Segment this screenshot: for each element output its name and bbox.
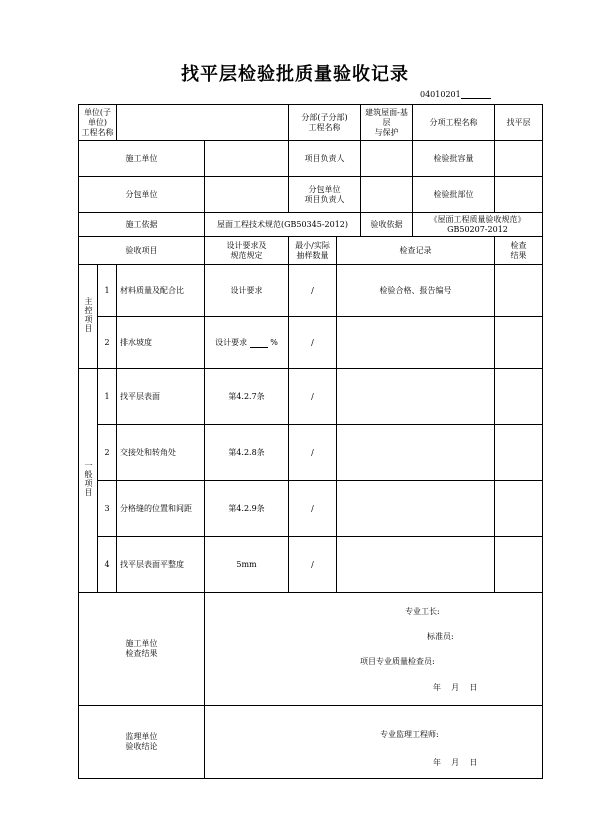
construction-date: 年 月 日 bbox=[433, 683, 478, 692]
table-row bbox=[79, 481, 543, 537]
col-design-header: 设计要求及 规范规定 bbox=[205, 237, 289, 265]
item-result[interactable] bbox=[495, 537, 543, 593]
col-record-header: 检查记录 bbox=[337, 237, 495, 265]
item-result[interactable] bbox=[495, 425, 543, 481]
batch-location-label: 检验批部位 bbox=[413, 177, 495, 213]
item-record[interactable]: 检验合格、报告编号 bbox=[337, 265, 495, 317]
page-title: 找平层检验批质量验收记录 bbox=[181, 64, 409, 85]
subcontract-leader-value[interactable] bbox=[361, 177, 413, 213]
item-number: 4 bbox=[98, 537, 117, 593]
supervision-date: 年 月 日 bbox=[433, 758, 478, 767]
item-record[interactable] bbox=[337, 537, 495, 593]
supervision-engineer-label: 专业监理工程师: bbox=[380, 730, 439, 739]
item-sample[interactable]: / bbox=[289, 425, 337, 481]
item-sample[interactable]: / bbox=[289, 317, 337, 369]
item-result[interactable] bbox=[495, 265, 543, 317]
unit-project-value[interactable] bbox=[117, 105, 289, 141]
item-name: 找平层表面 bbox=[117, 369, 205, 425]
inspector-label: 标准员: bbox=[427, 632, 454, 641]
construction-unit-value[interactable] bbox=[205, 141, 289, 177]
item-result[interactable] bbox=[495, 369, 543, 425]
quality-inspector-label: 项目专业质量检查员: bbox=[360, 657, 435, 666]
design-suffix: % bbox=[270, 337, 278, 347]
project-leader-value[interactable] bbox=[361, 141, 413, 177]
item-design: 第4.2.9条 bbox=[205, 481, 289, 537]
col-result-header: 检查 结果 bbox=[495, 237, 543, 265]
item-name: 材料质量及配合比 bbox=[117, 265, 205, 317]
table-row bbox=[79, 265, 543, 317]
item-design: 5mm bbox=[205, 537, 289, 593]
basis-value: 屋面工程技术规范(GB50345-2012) bbox=[205, 213, 361, 237]
item-sample[interactable]: / bbox=[289, 481, 337, 537]
acceptance-table bbox=[78, 104, 543, 779]
item-number: 1 bbox=[98, 265, 117, 317]
batch-location-value[interactable] bbox=[495, 177, 543, 213]
item-number: 3 bbox=[98, 481, 117, 537]
construction-check-label: 施工单位 检查结果 bbox=[79, 593, 205, 706]
col-sample-header: 最小/实际 抽样数量 bbox=[289, 237, 337, 265]
design-prefix: 设计要求 bbox=[215, 337, 248, 347]
item-result[interactable] bbox=[495, 317, 543, 369]
item-record[interactable] bbox=[337, 317, 495, 369]
batch-capacity-label: 检验批容量 bbox=[413, 141, 495, 177]
item-name: 分格缝的位置和间距 bbox=[117, 481, 205, 537]
table-row bbox=[79, 537, 543, 593]
item-design: 第4.2.7条 bbox=[205, 369, 289, 425]
item-record[interactable] bbox=[337, 481, 495, 537]
acceptance-basis-value: 《屋面工程质量验收规范》 GB50207-2012 bbox=[413, 213, 543, 237]
item-project-label: 分项工程名称 bbox=[413, 105, 495, 141]
col-item-header: 验收项目 bbox=[79, 237, 205, 265]
item-number: 2 bbox=[98, 317, 117, 369]
item-record[interactable] bbox=[337, 369, 495, 425]
construction-unit-label: 施工单位 bbox=[79, 141, 205, 177]
item-result[interactable] bbox=[495, 481, 543, 537]
item-name: 排水坡度 bbox=[117, 317, 205, 369]
main-group-label: 主控项目 bbox=[79, 265, 98, 369]
supervision-label: 监理单位 验收结论 bbox=[79, 706, 205, 779]
form-code bbox=[420, 90, 491, 99]
item-project-value[interactable]: 找平层 bbox=[495, 105, 543, 141]
item-record[interactable] bbox=[337, 425, 495, 481]
basis-label: 施工依据 bbox=[79, 213, 205, 237]
subcontract-unit-label: 分包单位 bbox=[79, 177, 205, 213]
item-sample[interactable]: / bbox=[289, 369, 337, 425]
form-code-number: 04010201 bbox=[420, 90, 461, 99]
slope-blank[interactable] bbox=[250, 339, 268, 348]
subcontract-leader-label: 分包单位 项目负责人 bbox=[289, 177, 361, 213]
project-leader-label: 项目负责人 bbox=[289, 141, 361, 177]
item-name: 找平层表面平整度 bbox=[117, 537, 205, 593]
item-name: 交接处和转角处 bbox=[117, 425, 205, 481]
supervision-area[interactable] bbox=[205, 706, 543, 779]
item-sample[interactable]: / bbox=[289, 265, 337, 317]
item-number: 1 bbox=[98, 369, 117, 425]
form-code-blank[interactable] bbox=[461, 90, 491, 99]
subcontract-unit-value[interactable] bbox=[205, 177, 289, 213]
table-row bbox=[79, 425, 543, 481]
item-number: 2 bbox=[98, 425, 117, 481]
unit-project-label: 单位(子单位) 工程名称 bbox=[79, 105, 117, 141]
foreman-label: 专业工长: bbox=[405, 607, 440, 616]
item-design: 设计要求 bbox=[205, 265, 289, 317]
general-group-label: 一般项目 bbox=[79, 369, 98, 593]
sub-project-value[interactable]: 建筑屋面-基层 与保护 bbox=[361, 105, 413, 141]
acceptance-basis-label: 验收依据 bbox=[361, 213, 413, 237]
item-sample[interactable]: / bbox=[289, 537, 337, 593]
table-row bbox=[79, 369, 543, 425]
sub-project-label: 分部(子分部) 工程名称 bbox=[289, 105, 361, 141]
item-design bbox=[205, 317, 289, 369]
batch-capacity-value[interactable] bbox=[495, 141, 543, 177]
item-design: 第4.2.8条 bbox=[205, 425, 289, 481]
construction-check-area[interactable] bbox=[205, 593, 543, 706]
table-row bbox=[79, 317, 543, 369]
